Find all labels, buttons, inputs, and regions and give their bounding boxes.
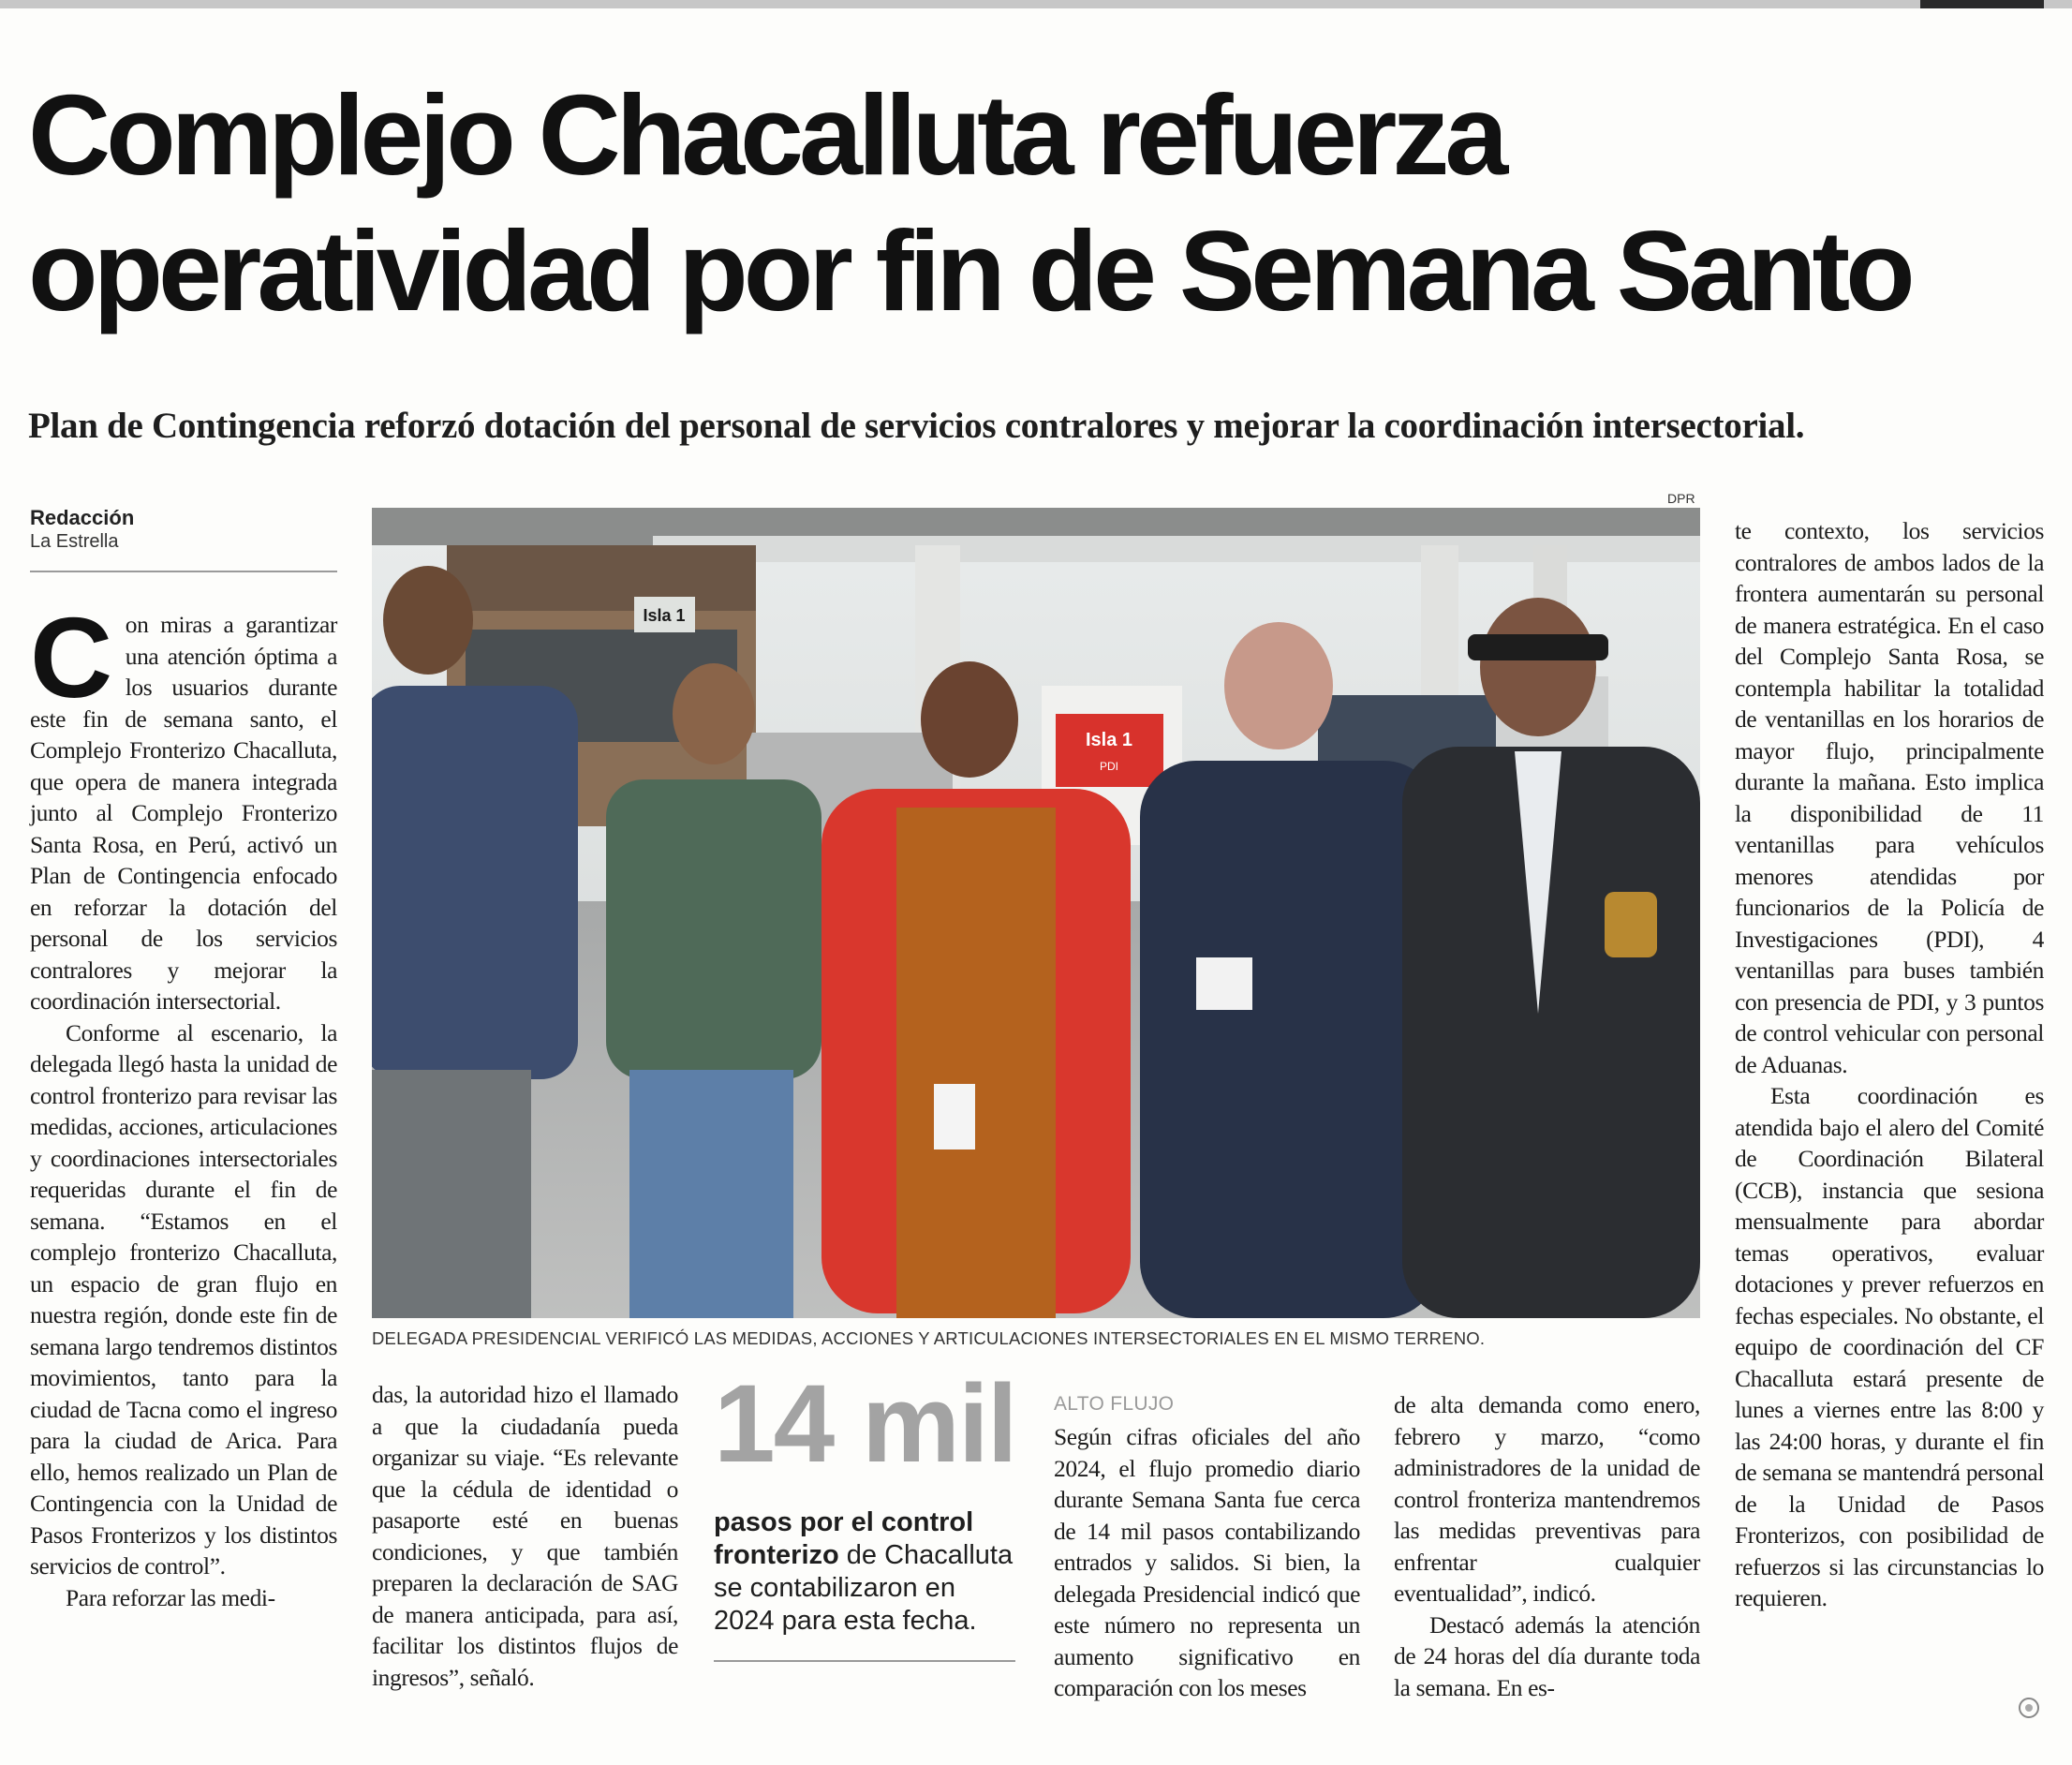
paragraph: Según cifras oficiales del año 2024, el flujo promedio diario durante Semana Santa fue cerca de 14 mil pasos contabilizando entrados y salidos. Si bien, la delegada Presidencial indicó que este número no representa un aumento significativo en comparación con los meses <box>1054 1423 1360 1701</box>
top-rule-block <box>1920 0 2044 8</box>
sign-isla-booth: Isla 1 <box>1085 730 1133 750</box>
paragraph: Para reforzar las medi- <box>66 1583 275 1611</box>
sign-booth-sub: PDI <box>1099 760 1119 773</box>
stat-figure: 14 mil <box>714 1362 1016 1486</box>
section-kicker: ALTO FLUJO <box>1054 1393 1175 1415</box>
stat-description <box>714 1506 1023 1638</box>
paragraph-lead: Con miras a garantizar una atención óptima a los usuarios durante este fin de semana santo, el Complejo Fronterizo Chacalluta, que opera de manera integrada junto al Complejo Fronterizo Santa Rosa, en Perú, activó un Plan de Contingencia enfocado en reforzar la dotación del personal de los servicios contralores y mejorar la coordinación intersectorial. <box>30 594 337 1015</box>
byline-divider <box>30 571 337 572</box>
column-1 <box>30 594 337 1613</box>
stat-divider <box>714 1660 1015 1662</box>
photo-caption: DELEGADA PRESIDENCIAL VERIFICÓ LAS MEDIDAS, ACCIONES Y ARTICULACIONES INTERSECTORIALES EN EL MISMO TERRENO. <box>372 1328 1486 1348</box>
dropcap: C <box>30 594 112 721</box>
end-mark-icon <box>2019 1698 2039 1718</box>
top-rule <box>0 0 2072 8</box>
sign-isla-top: Isla 1 <box>643 606 686 625</box>
photo-credit: DPR <box>1667 491 1695 506</box>
headline <box>28 67 2051 339</box>
stat-description-bold: pasos por el control fronterizo <box>714 1507 974 1570</box>
article-photo <box>372 508 1700 1318</box>
column-2 <box>372 1379 678 1693</box>
stat-description-rest: de Chacalluta se contabilizaron en 2024 para esta fecha. <box>714 1540 1014 1636</box>
paragraph: Conforme al escenario, la delegada llegó hasta la unidad de control fronterizo para revisar las medidas, acciones, articulaciones y coordinaciones intersectoriales requeridas durante el fin de semana. “Estamos en el complejo fronterizo Chacalluta, un espacio de gran flujo en nuestra región, donde este fin de semana largo tendremos distintos movimientos, tanto para la ciudad de Tacna como el ingreso para la ciudad de Arica. Para ello, hemos realizado un Plan de Contingencia con la Unidad de Pasos Fronterizos y los distintos servicios de control”. <box>30 1018 337 1580</box>
paragraph: Destacó además la atención de 24 horas del día durante toda la semana. En es- <box>1394 1610 1700 1701</box>
paragraph: Esta coordinación es atendida bajo el alero del Comité de Coordinación Bilateral (CCB), instancia que sesiona mensualmente para abordar temas operativos, evaluar dotaciones y prever refuerzos en fechas especiales. No obstante, el equipo de coordinación del CF Chacalluta estará presente de lunes a viernes entre las 8:00 y las 24:00 horas, y durante el fin de semana se mantendrá personal de la Unidad de Pasos Fronterizos, con posibilidad de refuerzos si las circunstancias lo requieren. <box>1735 1082 2044 1611</box>
dek: Plan de Contingencia reforzó dotación del personal de servicios contralores y mejorar la coordinación intersectorial. <box>28 406 1805 446</box>
paragraph: te contexto, los servicios contralores de ambos lados de la frontera aumentarán su personal de manera estratégica. En el caso del Complejo Santa Rosa, se contempla habilitar la totalidad de ventanillas en los horarios de mayor flujo, principalmente durante la mañana. Esto implica la disponibilidad de 11 ventanillas para vehículos menores atendidas por funcionarios de la Policía de Investigaciones (PDI), 4 ventanillas para buses también con presencia de PDI, y 3 puntos de control vehicular con personal de Aduanas. <box>1735 517 2044 1078</box>
column-4 <box>1054 1421 1360 1704</box>
column-6 <box>1735 515 2044 1614</box>
photo-illustration <box>372 508 1700 1318</box>
headline-line-1: Complejo Chacalluta refuerza <box>28 71 1504 199</box>
paragraph: das, la autoridad hizo el llamado a que la ciudadanía pueda organizar su viaje. “Es relevante que la cédula de identidad o pasaporte esté en buenas condiciones, y que también preparen la declaración de SAG de manera anticipada, para así, facilitar los distintos flujos de ingresos”, señaló. <box>372 1381 678 1691</box>
paragraph: de alta demanda como enero, febrero y marzo, “como administradores de la unidad de control fronteriza mantendremos las medidas preventivas para enfrentar cualquier eventualidad”, indicó. <box>1394 1391 1700 1607</box>
column-5 <box>1394 1389 1700 1703</box>
headline-line-2: operatividad por fin de Semana Santo <box>28 207 1911 334</box>
byline-publication: La Estrella <box>30 531 119 552</box>
byline-author: Redacción <box>30 506 135 529</box>
